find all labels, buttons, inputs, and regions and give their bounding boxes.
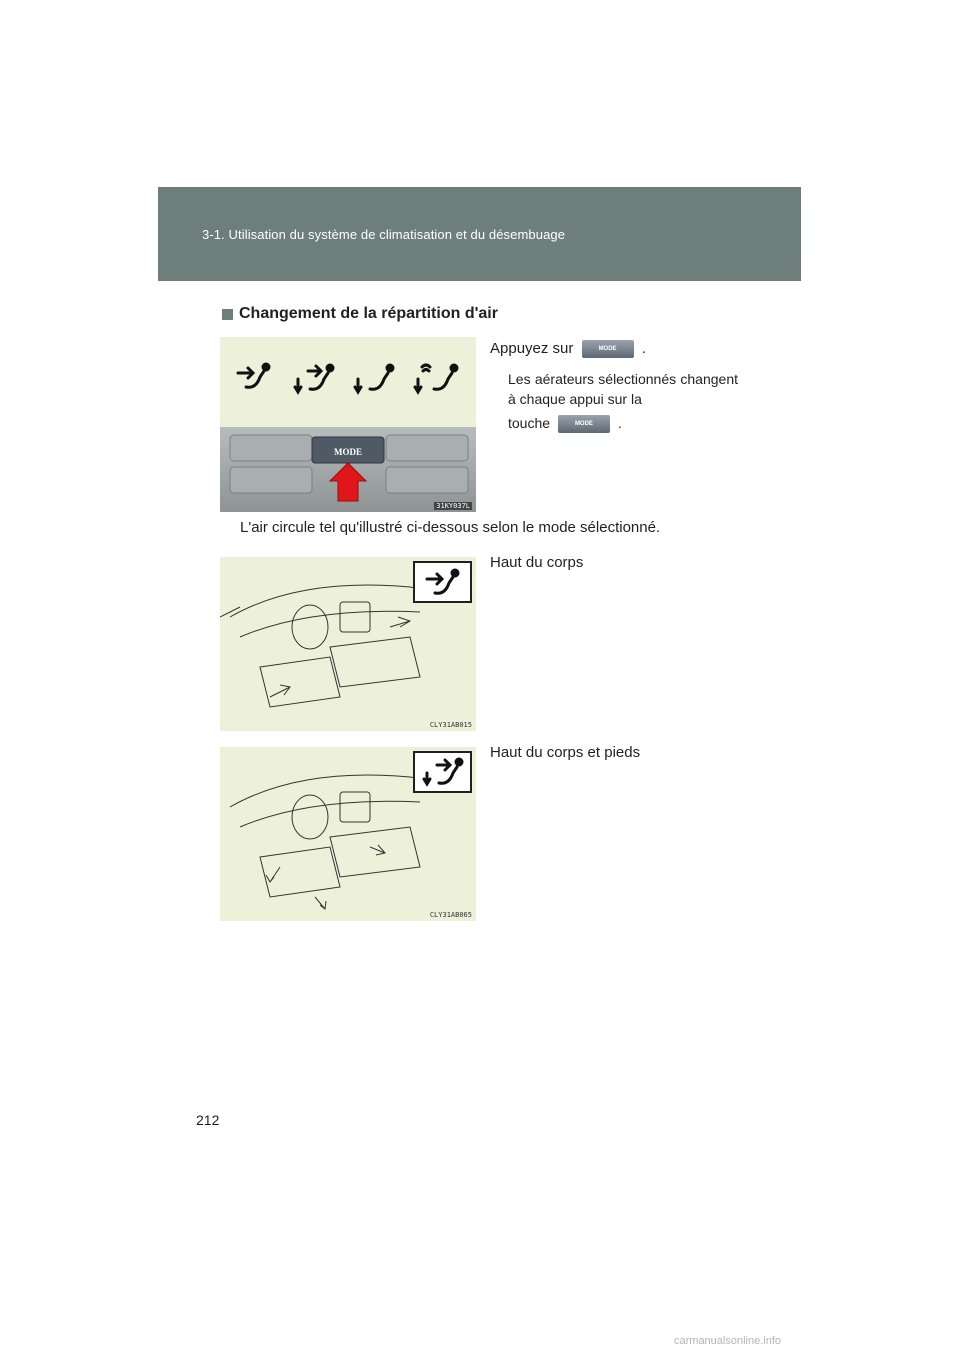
face-mode-icon: [238, 364, 269, 387]
note-touche: touche MODE .: [508, 413, 622, 433]
control-panel-drawing: [220, 427, 476, 512]
watermark: carmanualsonline.info: [674, 1335, 782, 1347]
mode-icons-row: [220, 337, 476, 427]
feet-mode-icon: [355, 365, 393, 392]
press-text: Appuyez sur: [490, 340, 574, 357]
mode-button-inline-2: MODE: [558, 415, 610, 433]
airflow-mode-icons: [220, 337, 476, 427]
image-code-1: 31KY037L: [436, 502, 470, 510]
face-mode-illustration: [220, 557, 476, 731]
mode-panel-illustration: [220, 337, 476, 512]
mode-button-inline: MODE: [582, 340, 634, 358]
bi-level-mode-badge-icon: [413, 751, 472, 793]
svg-text:MODE: MODE: [334, 447, 362, 457]
image-code-2: CLY31AB015: [429, 721, 472, 729]
feet-defroster-mode-icon: [415, 365, 457, 392]
image-code-3: CLY31AB065: [429, 911, 472, 919]
bullet-square-icon: [222, 309, 233, 320]
page-number: 212: [196, 1112, 220, 1128]
press-instruction: Appuyez sur MODE .: [490, 340, 646, 357]
section-title: [222, 305, 498, 323]
mode-label-bi-level: Haut du corps et pieds: [490, 744, 641, 761]
mode-label-face: Haut du corps: [490, 554, 584, 571]
face-mode-badge-icon: [413, 561, 472, 603]
section-title-text: Changement de la répartition d'air: [239, 305, 498, 322]
flow-description: L'air circule tel qu'illustré ci-dessous selon le mode sélectionné.: [240, 519, 661, 536]
bi-level-mode-illustration: [220, 747, 476, 921]
section-header-text: 3-1. Utilisation du système de climatisation et du désembuage: [202, 227, 566, 242]
bi-level-mode-icon: [295, 365, 333, 392]
climate-control-panel: [220, 427, 476, 512]
section-header: [158, 187, 801, 281]
note-text: Les aérateurs sélectionnés changent à chaque appui sur la: [508, 371, 738, 407]
